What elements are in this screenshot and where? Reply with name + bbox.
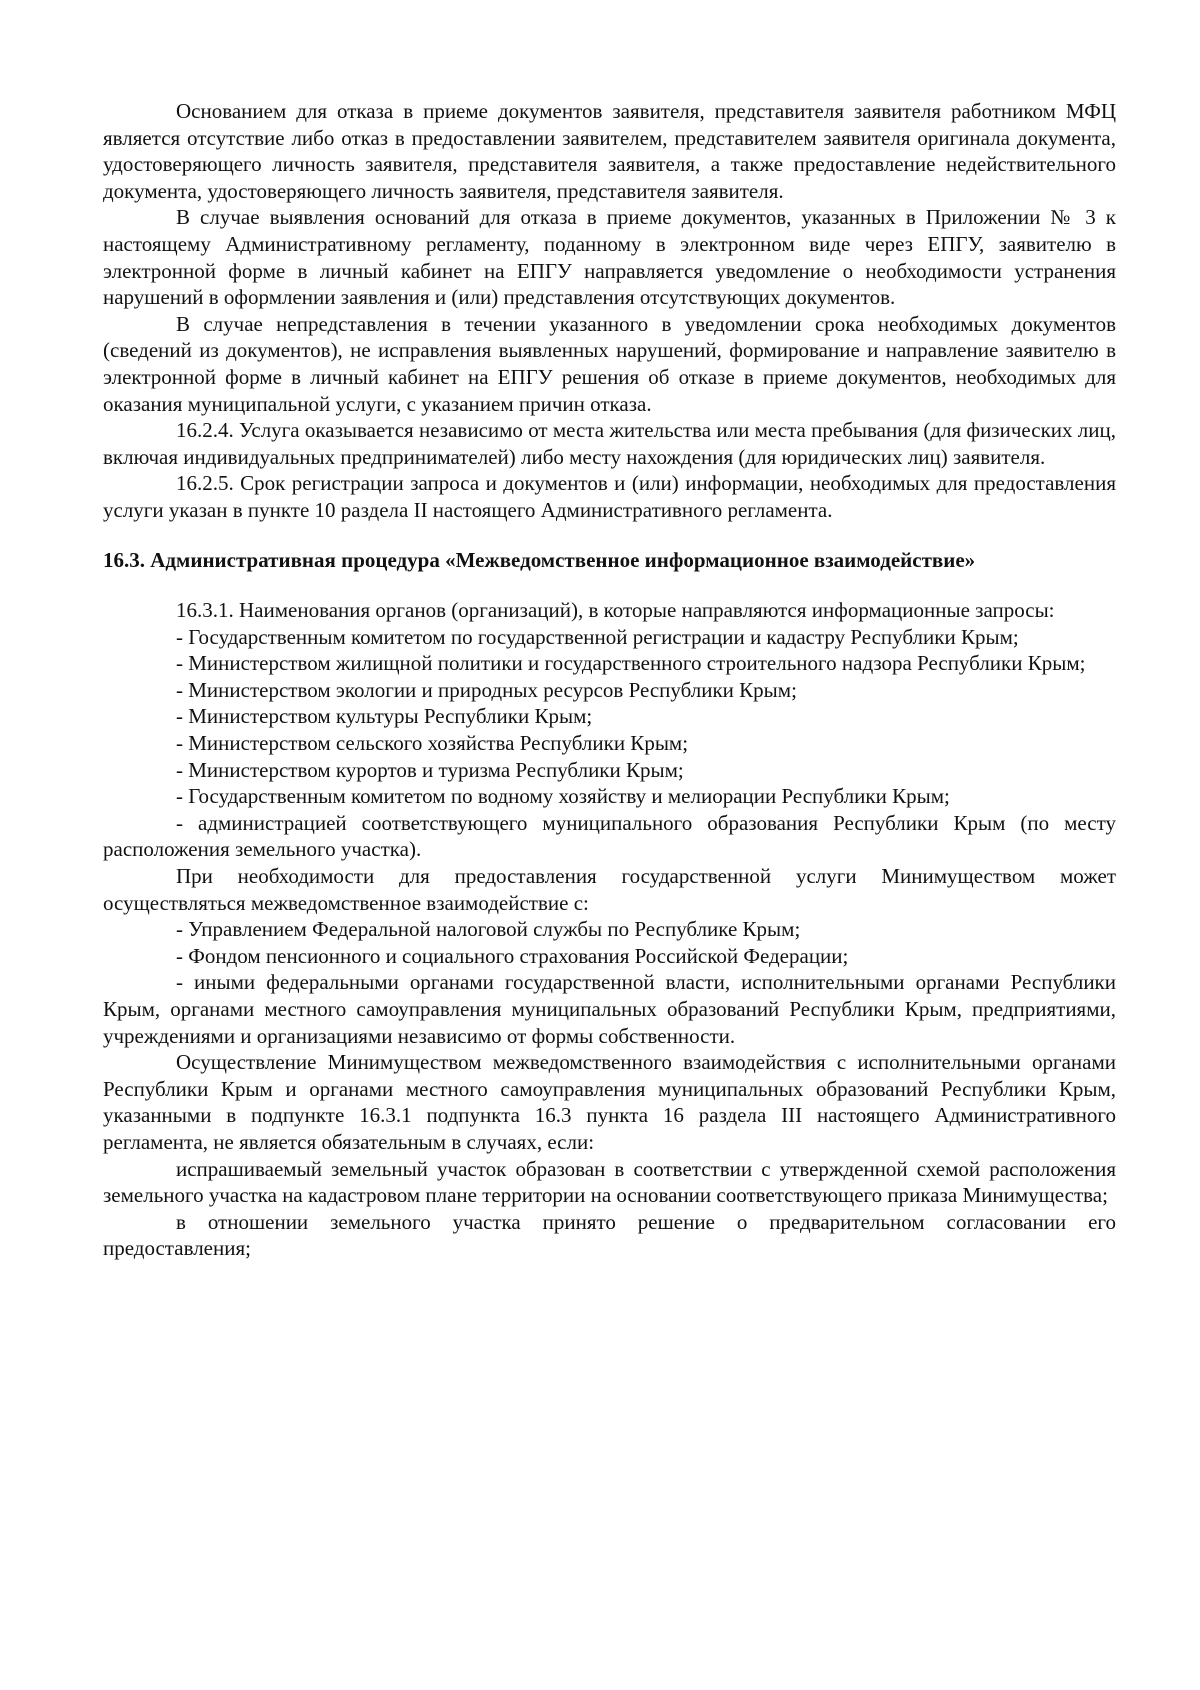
paragraph-refusal-grounds-epgu: В случае выявления оснований для отказа в приеме документов, указанных в Приложении № 3 к настоящему Административному регламенту, поданному в электронном виде через ЕПГУ, заявителю в электронной форме в личный кабинет на ЕПГУ направляется уведомление о необходимости устранения нарушений в оформлении заявления и (или) представления отсутствующих документов. [103,205,1116,310]
section-heading-16-3: 16.3. Административная процедура «Межведомственное информационное взаимодействие» [103,547,976,572]
paragraph-16-2-4: 16.2.4. Услуга оказывается независимо от места жительства или места пребывания (для физических лиц, включая индивидуальных предпринимателей) либо месту нахождения (для юридических лиц) заявителя. [103,418,1116,469]
paragraph-not-mandatory-cases: Осуществление Минимуществом межведомственного взаимодействия с исполнительными органами Республики Крым и органами местного самоуправления муниципальных образований Республики Крым, указанными в подпункте 16.3.1 подпункта 16.3 пункта 16 раздела III настоящего Административного регламента, не является обязательным в случаях, если: [103,1050,1116,1154]
list-item-ufns: - Управлением Федеральной налоговой службы по Республике Крым; [176,917,801,942]
list-item-minkultury: - Министерством культуры Республики Крым; [176,704,593,729]
list-item-minkurortov: - Министерством курортов и туризма Республики Крым; [176,757,684,782]
paragraph-case-preliminary-approval: в отношении земельного участка принято решение о предварительном согласовании его предоставления; [103,1209,1116,1261]
list-item-goskomregistr: - Государственным комитетом по государственной регистрации и кадастру Республики Крым; [176,624,1019,649]
paragraph-case-scheme: испрашиваемый земельный участок образован в соответствии с утвержденной схемой расположения земельного участка на кадастровом плане территории на основании соответствующего приказа Минимущества; [103,1156,1116,1208]
paragraph-refusal-grounds-mfc: Основанием для отказа в приеме документов заявителя, представителя заявителя работником МФЦ является отсутствие либо отказ в предоставлении заявителем, представителем заявителя оригинала документа, удостоверяющего личность заявителя, представителя заявителя, а также предоставление недействительного документа, удостоверяющего личность заявителя, представителя заявителя. [103,99,1116,203]
paragraph-interagency-intro: При необходимости для предоставления государственной услуги Минимуществом может осуществляться межведомственное взаимодействие с: [103,864,1116,915]
paragraph-non-submission: В случае непредставления в течении указанного в уведомлении срока необходимых документов (сведений из документов), не исправления выявленных нарушений, формирование и направление заявителю в электронной форме в личный кабинет на ЕПГУ решения об отказе в приеме документов, необходимых для оказания муниципальной услуги, с указанием причин отказа. [103,311,1116,416]
list-item-goskomvodkhoz: - Государственным комитетом по водному хозяйству и мелиорации Республики Крым; [176,784,950,809]
list-item-minekologii: - Министерством экологии и природных ресурсов Республики Крым; [176,677,797,702]
list-item-other-bodies: - иными федеральными органами государственной власти, исполнительными органами Республики Крым, органами местного самоуправления муниципальных образований Республики Крым, предприятиями, учреждениями и организациями независимо от формы собственности. [103,970,1116,1048]
list-item-minzhilpolitiki: - Министерством жилищной политики и государственного строительного надзора Республики Крым; [176,651,1086,676]
list-item-sfr: - Фондом пенсионного и социального страхования Российской Федерации; [176,943,849,968]
paragraph-16-2-5: 16.2.5. Срок регистрации запроса и документов и (или) информации, необходимых для предоставления услуги указан в пункте 10 раздела II настоящего Административного регламента. [103,471,1116,522]
paragraph-16-3-1: 16.3.1. Наименования органов (организаций), в которые направляются информационные запросы: [176,598,1055,623]
list-item-minselkhoz: - Министерством сельского хозяйства Республики Крым; [176,731,689,756]
list-item-administration: - администрацией соответствующего муниципального образования Республики Крым (по месту расположения земельного участка). [103,810,1116,862]
